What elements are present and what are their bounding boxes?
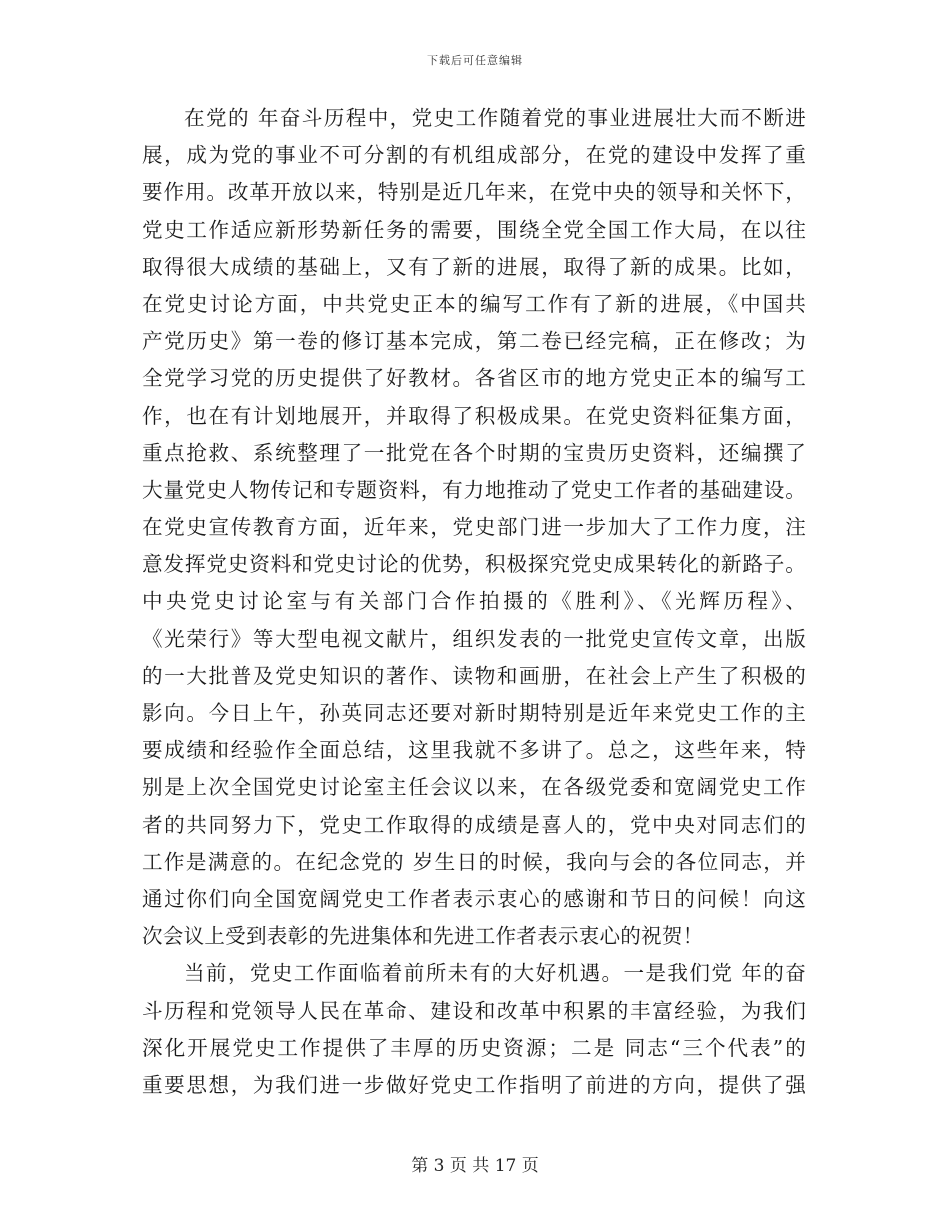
document-body [142,100,806,1104]
text-line: 《光荣行》等大型电视文献片，组织发表的一批党史宣传文章，出版 [142,626,806,651]
text-line: 意发挥党史资料和党史讨论的优势，积极探究党史成果转化的新路子。 [142,552,806,577]
text-line: 次会议上受到表彰的先进集体和先进工作者表示衷心的祝贺！ [142,924,704,949]
text-line: 产党历史》第一卷的修订基本完成，第二卷已经完稿，正在修改；为 [142,329,806,354]
text-line: 别是上次全国党史讨论室主任会议以来，在各级党委和宽阔党史工作 [142,775,806,800]
text-line: 者的共同努力下，党史工作取得的成绩是喜人的，党中央对同志们的 [142,812,806,837]
text-line: 党史工作适应新形势新任务的需要，围绕全党全国工作大局，在以往 [142,217,806,242]
text-line: 在党的 年奋斗历程中，党史工作随着党的事业进展壮大而不断进 [184,106,806,130]
text-line: 作，也在有计划地展开，并取得了积极成果。在党史资料征集方面， [142,403,806,428]
text-line: 中央党史讨论室与有关部门合作拍摄的《胜利》、《光辉历程》、 [142,589,806,614]
text-line: 重要思想，为我们进一步做好党史工作指明了前进的方向，提供了强 [142,1072,806,1097]
text-line: 重点抢救、系统整理了一批党在各个时期的宝贵历史资料，还编撰了 [142,440,806,465]
text-line: 全党学习党的历史提供了好教材。各省区市的地方党史正本的编写工 [142,366,806,391]
text-line: 在党史讨论方面，中共党史正本的编写工作有了新的进展，《中国共 [142,291,806,316]
text-line: 影向。今日上午，孙英同志还要对新时期特别是近年来党史工作的主 [142,701,806,725]
text-line: 大量党史人物传记和专题资料，有力地推动了党史工作者的基础建设。 [142,477,806,502]
text-line: 在党史宣传教育方面，近年来，党史部门进一步加大了工作力度，注 [142,515,806,540]
text-line: 的一大批普及党史知识的著作、读物和画册，在社会上产生了积极的 [142,663,806,688]
text-line: 取得很大成绩的基础上，又有了新的进展，取得了新的成果。比如， [142,254,806,279]
page-number-footer: 第 3 页 共 17 页 [411,1156,539,1176]
text-line: 通过你们向全国宽阔党史工作者表示衷心的感谢和节日的问候！向这 [142,886,806,911]
text-line: 深化开展党史工作提供了丰厚的历史资源；二是 同志“三个代表”的 [142,1035,806,1060]
text-line: 展，成为党的事业不可分割的有机组成部分，在党的建设中发挥了重 [142,143,806,168]
text-line: 要作用。改革开放以来，特别是近几年来，在党中央的领导和关怀下， [142,180,806,205]
text-line: 要成绩和经验作全面总结，这里我就不多讲了。总之，这些年来，特 [142,738,806,763]
page-header: 下载后可任意编辑 [427,54,523,67]
text-line: 工作是满意的。在纪念党的 岁生日的时候，我向与会的各位同志，并 [142,849,806,874]
text-line: 当前，党史工作面临着前所未有的大好机遇。一是我们党 年的奋 [184,961,806,986]
text-line: 斗历程和党领导人民在革命、建设和改革中积累的丰富经验，为我们 [142,998,806,1023]
